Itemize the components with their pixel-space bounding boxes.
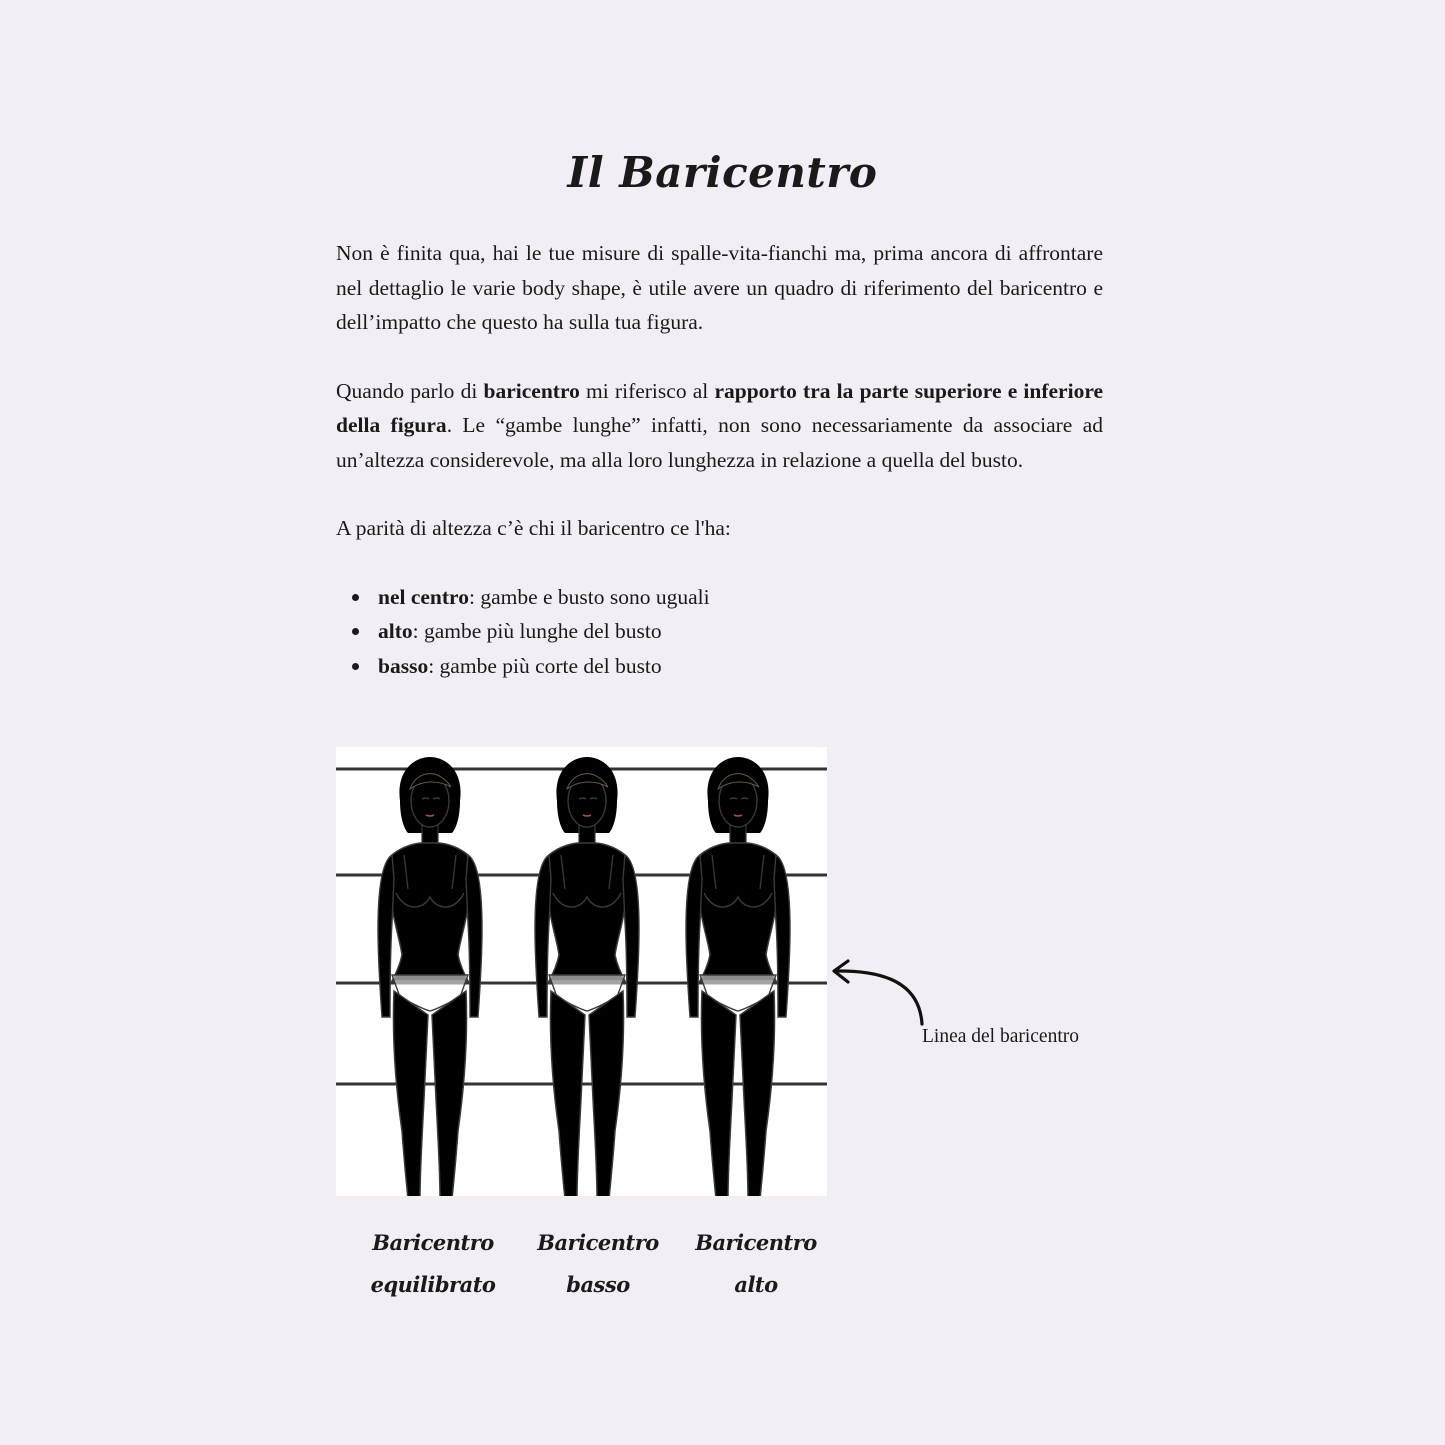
list-item-term: basso — [378, 653, 429, 678]
body-proportions-illustration — [336, 747, 827, 1196]
caption-line-1: Baricentro — [372, 1230, 494, 1255]
page-title: Il Baricentro — [567, 148, 878, 197]
definition-text-3: . Le “gambe lunghe” infatti, non sono necessariamente da associare ad un’altezza considerevole, ma alla loro lunghezza in relazione a quella del busto. — [336, 413, 1103, 472]
figure-high — [686, 757, 790, 1196]
list-item-desc: : gambe e busto sono uguali — [468, 584, 710, 609]
list-item-term: alto — [378, 619, 413, 643]
caption-line-2: alto — [734, 1272, 778, 1297]
caption-high — [681, 1222, 831, 1306]
baricentro-types-list — [336, 580, 1103, 684]
definition-bold-1: baricentro — [483, 378, 580, 403]
list-intro: A parità di altezza c’è chi il baricentro ce l'ha: — [336, 516, 731, 540]
figure-low — [535, 757, 639, 1196]
caption-line-2: equilibrato — [370, 1272, 496, 1297]
arrow-label: Linea del baricentro — [922, 1026, 1079, 1047]
body-proportions-svg — [336, 747, 827, 1196]
caption-line-2: basso — [566, 1272, 630, 1297]
caption-line-1: Baricentro — [537, 1230, 659, 1255]
list-item-desc: : gambe più corte del busto — [428, 653, 662, 678]
list-item — [350, 580, 1103, 615]
caption-balanced — [358, 1222, 508, 1306]
list-item-term: nel centro — [378, 584, 469, 609]
definition-bold-2: rapporto tra la parte superiore e inferiore della figura — [336, 378, 1104, 437]
definition-text-2: mi riferisco al — [579, 378, 715, 403]
main-content — [336, 236, 1103, 683]
definition-paragraph — [336, 374, 1103, 478]
caption-low — [523, 1222, 673, 1306]
list-item — [350, 614, 1103, 649]
caption-line-1: Baricentro — [695, 1230, 817, 1255]
figure-balanced — [378, 757, 482, 1196]
list-item-desc: : gambe più lunghe del busto — [412, 619, 662, 643]
list-item — [350, 649, 1103, 684]
curved-arrow-icon — [828, 958, 928, 1028]
definition-text-1: Quando parlo di — [336, 378, 484, 403]
intro-paragraph: Non è finita qua, hai le tue misure di spalle-vita-fianchi ma, prima ancora di affrontare nel dettaglio le varie body shape, è utile avere un quadro di riferimento del baricentro e dell’impatto che questo ha sulla tua figura. — [336, 241, 1103, 334]
